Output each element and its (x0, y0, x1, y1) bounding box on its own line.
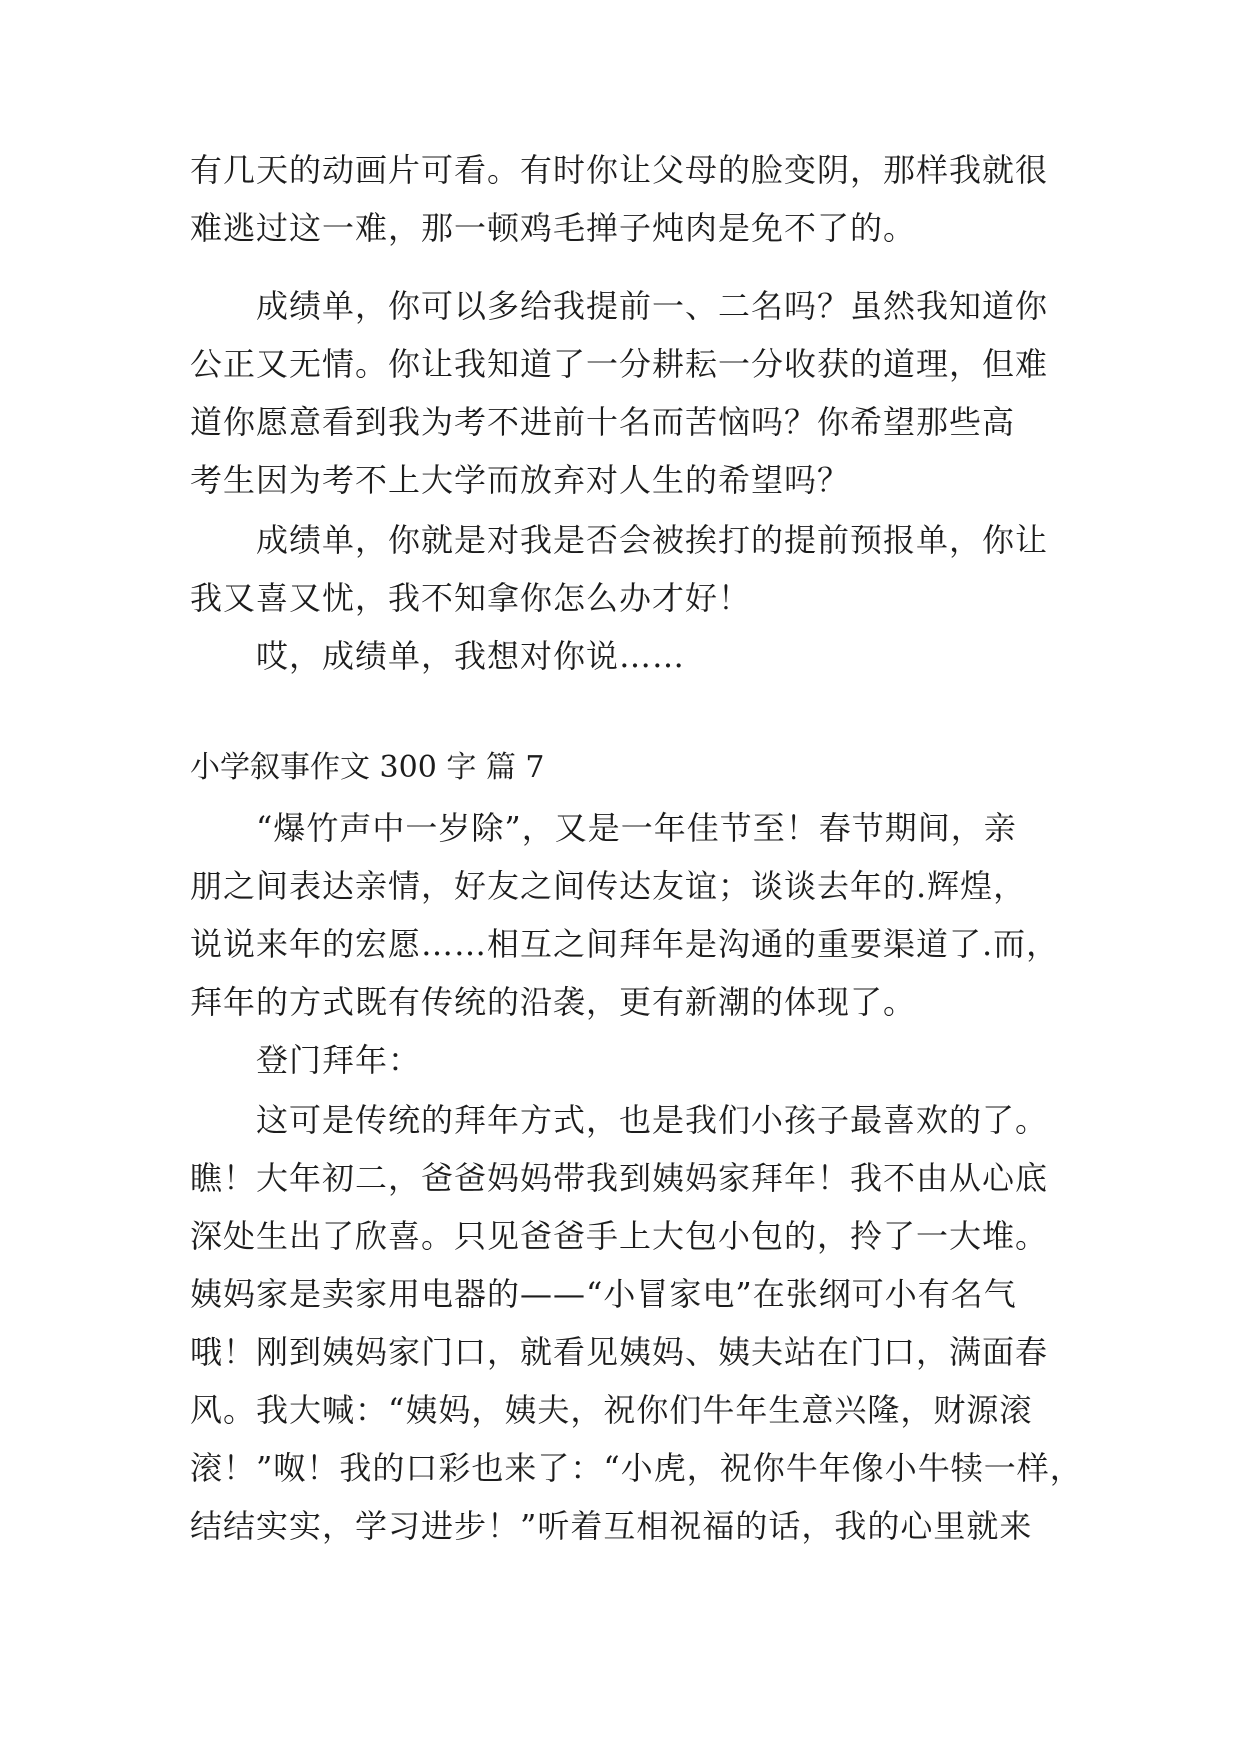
text-line: 拜年的方式既有传统的沿袭，更有新潮的体现了。 (190, 983, 917, 1021)
paragraph-start: 这可是传统的拜年方式，也是我们小孩子最喜欢的了。 (256, 1101, 1049, 1139)
text-line: 深处生出了欣喜。只见爸爸手上大包小包的，拎了一大堆。 (190, 1217, 1049, 1255)
text-line: 公正又无情。你让我知道了一分耕耘一分收获的道理，但难 (190, 345, 1049, 383)
paragraph-start: “爆竹声中一岁除”，又是一年佳节至！春节期间，亲 (256, 809, 1017, 847)
section-heading: 小学叙事作文 300 字 篇 7 (190, 750, 545, 785)
text-line: 难逃过这一难，那一顿鸡毛掸子炖肉是免不了的。 (190, 209, 917, 247)
text-line: 朋之间表达亲情，好友之间传达友谊；谈谈去年的.辉煌， (190, 867, 1027, 905)
text-line: 考生因为考不上大学而放弃对人生的希望吗？ (190, 461, 851, 499)
paragraph-start: 哎，成绩单，我想对你说…… (256, 637, 686, 675)
text-line: 说说来年的宏愿……相互之间拜年是沟通的重要渠道了.而， (190, 925, 1060, 963)
text-line: 滚！”呶！我的口彩也来了：“小虎，祝你牛年像小牛犊一样， (190, 1449, 1083, 1487)
text-line: 道你愿意看到我为考不进前十名而苦恼吗？你希望那些高 (190, 403, 1016, 441)
paragraph-start: 登门拜年： (256, 1041, 422, 1079)
paragraph-start: 成绩单，你可以多给我提前一、二名吗？虽然我知道你 (256, 287, 1049, 325)
text-line: 风。我大喊：“姨妈，姨夫，祝你们牛年生意兴隆，财源滚 (190, 1391, 1033, 1429)
text-line: 哦！刚到姨妈家门口，就看见姨妈、姨夫站在门口，满面春 (190, 1333, 1049, 1371)
text-line: 结结实实，学习进步！”听着互相祝福的话，我的心里就来 (190, 1507, 1033, 1545)
text-line: 我又喜又忧，我不知拿你怎么办才好！ (190, 579, 752, 617)
text-line: 瞧！大年初二，爸爸妈妈带我到姨妈家拜年！我不由从心底 (190, 1159, 1049, 1197)
text-line: 姨妈家是卖家用电器的——“小冒家电”在张纲可小有名气 (190, 1275, 1017, 1313)
paragraph-start: 成绩单，你就是对我是否会被挨打的提前预报单，你让 (256, 521, 1049, 559)
text-line: 有几天的动画片可看。有时你让父母的脸变阴，那样我就很 (190, 151, 1049, 189)
